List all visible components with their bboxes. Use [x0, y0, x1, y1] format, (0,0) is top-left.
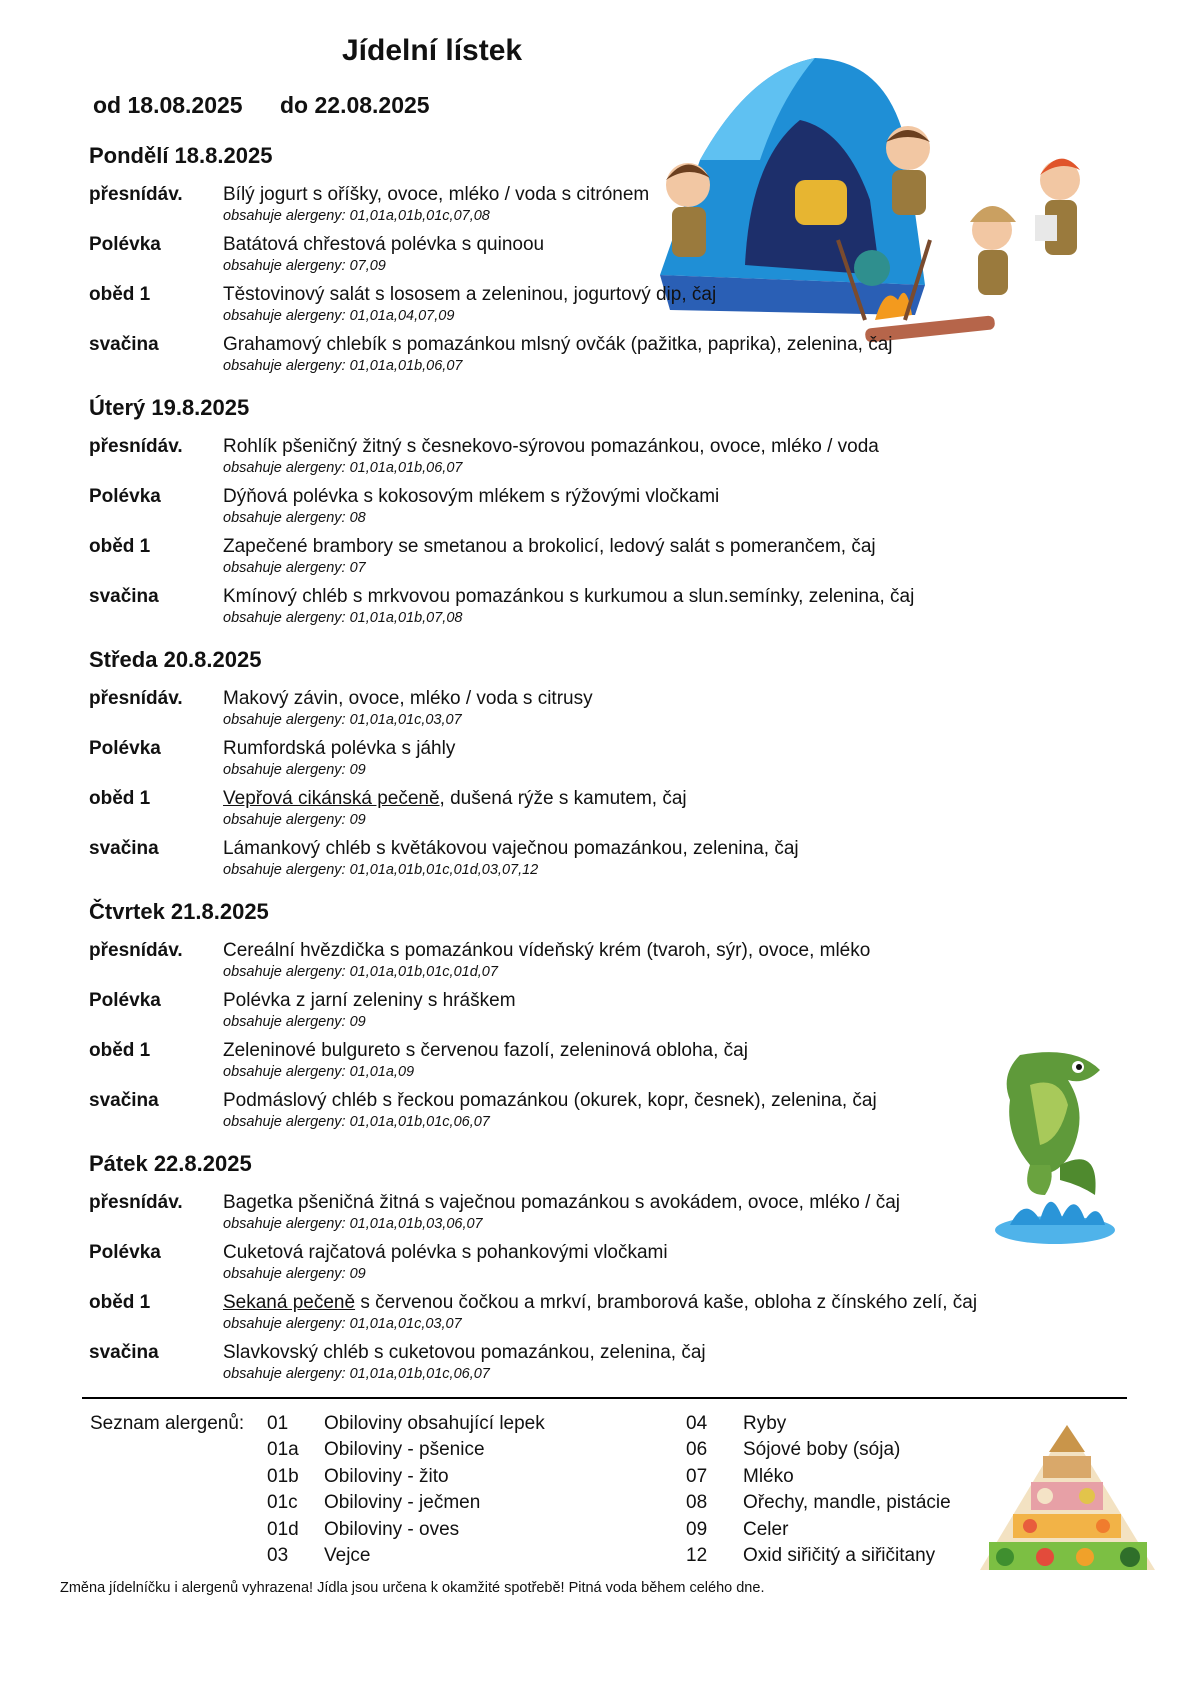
- meal-text: Cereální hvězdička s pomazánkou vídeňský krém (tvaroh, sýr), ovoce, mléko: [223, 940, 871, 961]
- meal-label: svačina: [89, 1090, 159, 1111]
- meal-underlined: Sekaná pečeně: [223, 1292, 356, 1313]
- allergen-code: 01d: [267, 1518, 299, 1540]
- meal-allergens: obsahuje alergeny: 08: [223, 510, 366, 526]
- allergen-code: 01b: [267, 1465, 299, 1487]
- meal-row: [89, 1037, 1089, 1087]
- meal-label: oběd 1: [89, 788, 151, 809]
- meal-label: svačina: [89, 838, 159, 859]
- meal-allergens: obsahuje alergeny: 01,01a,01b,06,07: [223, 460, 463, 476]
- meal-row: [89, 1239, 1089, 1289]
- day-title: Pondělí 18.8.2025: [89, 143, 273, 168]
- meal-text: Rumfordská polévka s jáhly: [223, 738, 456, 759]
- allergen-name: Obiloviny - oves: [324, 1518, 460, 1540]
- meal-allergens: obsahuje alergeny: 09: [223, 1014, 366, 1030]
- meal-text: Grahamový chlebík s pomazánkou mlsný ovčák (pažitka, paprika), zelenina, čaj: [223, 334, 893, 355]
- meal-allergens: obsahuje alergeny: 07,09: [223, 258, 386, 274]
- day-thursday: [89, 899, 1089, 1137]
- meal-allergens: obsahuje alergeny: 01,01a,01b,01c,01d,03,07,12: [223, 862, 539, 878]
- meal-row: [89, 735, 1089, 785]
- allergen-name: Sójové boby (sója): [743, 1439, 901, 1461]
- meal-label: svačina: [89, 334, 159, 355]
- meal-row: [89, 987, 1089, 1037]
- meal-allergens: obsahuje alergeny: 01,01a,01b,03,06,07: [223, 1216, 483, 1232]
- meal-allergens: obsahuje alergeny: 01,01a,01b,01c,07,08: [223, 208, 490, 224]
- meal-text: Těstovinový salát s lososem a zeleninou, jogurtový dip, čaj: [223, 284, 717, 305]
- meal-text-rest: , dušená rýže s kamutem, čaj: [439, 788, 687, 809]
- allergen-code: 01: [267, 1413, 289, 1434]
- allergen-name: Oxid siřičitý a siřičitany: [743, 1544, 936, 1566]
- meal-text: Lámankový chléb s květákovou vaječnou pomazánkou, zelenina, čaj: [223, 838, 799, 859]
- date-to: do 22.08.2025: [280, 92, 430, 118]
- meal-label: přesnídáv.: [89, 688, 183, 709]
- meal-row: [89, 181, 1089, 231]
- day-wednesday: [89, 647, 1089, 885]
- allergen-name: Ryby: [743, 1413, 787, 1434]
- meal-text: [223, 1292, 977, 1314]
- allergen-code: 01a: [267, 1439, 299, 1461]
- meal-label: svačina: [89, 586, 159, 607]
- meal-text-rest: s červenou čočkou a mrkví, bramborová kaše, obloha z čínského zelí, čaj: [355, 1292, 978, 1313]
- meal-allergens: obsahuje alergeny: 01,01a,01b,07,08: [223, 610, 463, 626]
- meal-row: [89, 1339, 1089, 1389]
- allergen-name: Mléko: [743, 1465, 794, 1487]
- allergen-code: 03: [267, 1544, 289, 1566]
- food-pyramid-illustration: [975, 1420, 1160, 1575]
- meal-row: [89, 1289, 1089, 1339]
- meal-label: svačina: [89, 1342, 159, 1363]
- allergen-name: Obiloviny - ječmen: [324, 1492, 481, 1514]
- meal-row: [89, 1189, 1089, 1239]
- meal-allergens: obsahuje alergeny: 01,01a,01c,03,07: [223, 712, 462, 728]
- meal-row: [89, 583, 1089, 633]
- meal-underlined: Vepřová cikánská pečeně: [223, 788, 440, 809]
- meal-label: oběd 1: [89, 1292, 151, 1313]
- meal-row: [89, 483, 1089, 533]
- day-tuesday: [89, 395, 1089, 633]
- meal-text: Zapečené brambory se smetanou a brokolicí, ledový salát s pomerančem, čaj: [223, 536, 876, 557]
- meal-allergens: obsahuje alergeny: 01,01a,04,07,09: [223, 308, 455, 324]
- meal-label: přesnídáv.: [89, 436, 183, 457]
- meal-text: Slavkovský chléb s cuketovou pomazánkou, zelenina, čaj: [223, 1342, 706, 1363]
- allergen-name: Vejce: [324, 1544, 371, 1566]
- meal-text: Polévka z jarní zeleniny s hráškem: [223, 990, 516, 1011]
- day-title: Středa 20.8.2025: [89, 647, 262, 672]
- meal-text: Rohlík pšeničný žitný s česnekovo-sýrovou pomazánkou, ovoce, mléko / voda: [223, 436, 879, 457]
- meal-allergens: obsahuje alergeny: 01,01a,09: [223, 1064, 415, 1080]
- meal-allergens: obsahuje alergeny: 01,01a,01b,06,07: [223, 358, 463, 374]
- meal-label: přesnídáv.: [89, 1192, 183, 1213]
- allergen-name: Obiloviny obsahující lepek: [324, 1413, 545, 1434]
- meal-row: [89, 533, 1089, 583]
- meal-row: [89, 785, 1089, 835]
- day-title: Úterý 19.8.2025: [89, 395, 250, 420]
- allergen-code: 04: [686, 1413, 708, 1434]
- meal-allergens: obsahuje alergeny: 07: [223, 560, 366, 576]
- meal-row: [89, 433, 1089, 483]
- meal-row: [89, 231, 1089, 281]
- meal-row: [89, 835, 1089, 885]
- meal-text: Bílý jogurt s oříšky, ovoce, mléko / voda s citrónem: [223, 184, 650, 205]
- meal-allergens: obsahuje alergeny: 09: [223, 812, 366, 828]
- allergen-code: 01c: [267, 1492, 298, 1514]
- meal-allergens: obsahuje alergeny: 01,01a,01b,01c,06,07: [223, 1114, 490, 1130]
- meal-label: Polévka: [89, 486, 161, 507]
- allergen-code: 06: [686, 1439, 708, 1461]
- meal-text: Zeleninové bulgureto s červenou fazolí, zeleninová obloha, čaj: [223, 1040, 748, 1061]
- meal-row: [89, 1087, 1089, 1137]
- meal-text: Bagetka pšeničná žitná s vaječnou pomazánkou s avokádem, ovoce, mléko / čaj: [223, 1192, 900, 1213]
- meal-text: [223, 788, 687, 810]
- day-friday: [89, 1151, 1089, 1389]
- date-from: od 18.08.2025: [93, 92, 243, 118]
- meal-row: [89, 937, 1089, 987]
- allergen-name: Obiloviny - žito: [324, 1465, 449, 1487]
- meal-text: Podmáslový chléb s řeckou pomazánkou (okurek, kopr, česnek), zelenina, čaj: [223, 1090, 877, 1111]
- meal-label: Polévka: [89, 738, 161, 759]
- footer-note: Změna jídelníčku i alergenů vyhrazena! Jídla jsou určena k okamžité spotřebě! Pitná voda během celého dne.: [60, 1580, 765, 1596]
- allergen-code: 07: [686, 1465, 708, 1487]
- jumping-fish-illustration: [990, 1045, 1125, 1250]
- meal-label: oběd 1: [89, 1040, 151, 1061]
- meal-row: [89, 685, 1089, 735]
- allergen-code: 12: [686, 1544, 708, 1566]
- divider: [82, 1397, 1127, 1399]
- allergen-name: Obiloviny - pšenice: [324, 1439, 485, 1461]
- meal-label: Polévka: [89, 234, 161, 255]
- meal-allergens: obsahuje alergeny: 01,01a,01c,03,07: [223, 1316, 462, 1332]
- allergen-name: Celer: [743, 1518, 789, 1540]
- meal-allergens: obsahuje alergeny: 09: [223, 1266, 366, 1282]
- meal-allergens: obsahuje alergeny: 01,01a,01b,01c,01d,07: [223, 964, 498, 980]
- meal-label: oběd 1: [89, 284, 151, 305]
- allergen-name: Ořechy, mandle, pistácie: [743, 1492, 951, 1514]
- meal-allergens: obsahuje alergeny: 01,01a,01b,01c,06,07: [223, 1366, 490, 1382]
- page-title: Jídelní lístek: [342, 34, 523, 67]
- allergen-code: 09: [686, 1518, 708, 1540]
- meal-text: Batátová chřestová polévka s quinoou: [223, 234, 545, 255]
- day-title: Čtvrtek 21.8.2025: [89, 899, 269, 924]
- allergen-legend-title: Seznam alergenů:: [90, 1413, 245, 1434]
- meal-row: [89, 331, 1089, 381]
- meal-label: Polévka: [89, 990, 161, 1011]
- meal-text: Kmínový chléb s mrkvovou pomazánkou s kurkumou a slun.semínky, zelenina, čaj: [223, 586, 915, 607]
- meal-row: [89, 281, 1089, 331]
- day-title: Pátek 22.8.2025: [89, 1151, 252, 1176]
- meal-allergens: obsahuje alergeny: 09: [223, 762, 366, 778]
- allergen-code: 08: [686, 1492, 708, 1514]
- meal-label: přesnídáv.: [89, 184, 183, 205]
- meal-text: Makový závin, ovoce, mléko / voda s citrusy: [223, 688, 593, 709]
- day-monday: [89, 143, 1089, 381]
- meal-label: Polévka: [89, 1242, 161, 1263]
- meal-text: Cuketová rajčatová polévka s pohankovými vločkami: [223, 1242, 668, 1263]
- meal-text: Dýňová polévka s kokosovým mlékem s rýžovými vločkami: [223, 486, 720, 507]
- meal-label: oběd 1: [89, 536, 151, 557]
- meal-label: přesnídáv.: [89, 940, 183, 961]
